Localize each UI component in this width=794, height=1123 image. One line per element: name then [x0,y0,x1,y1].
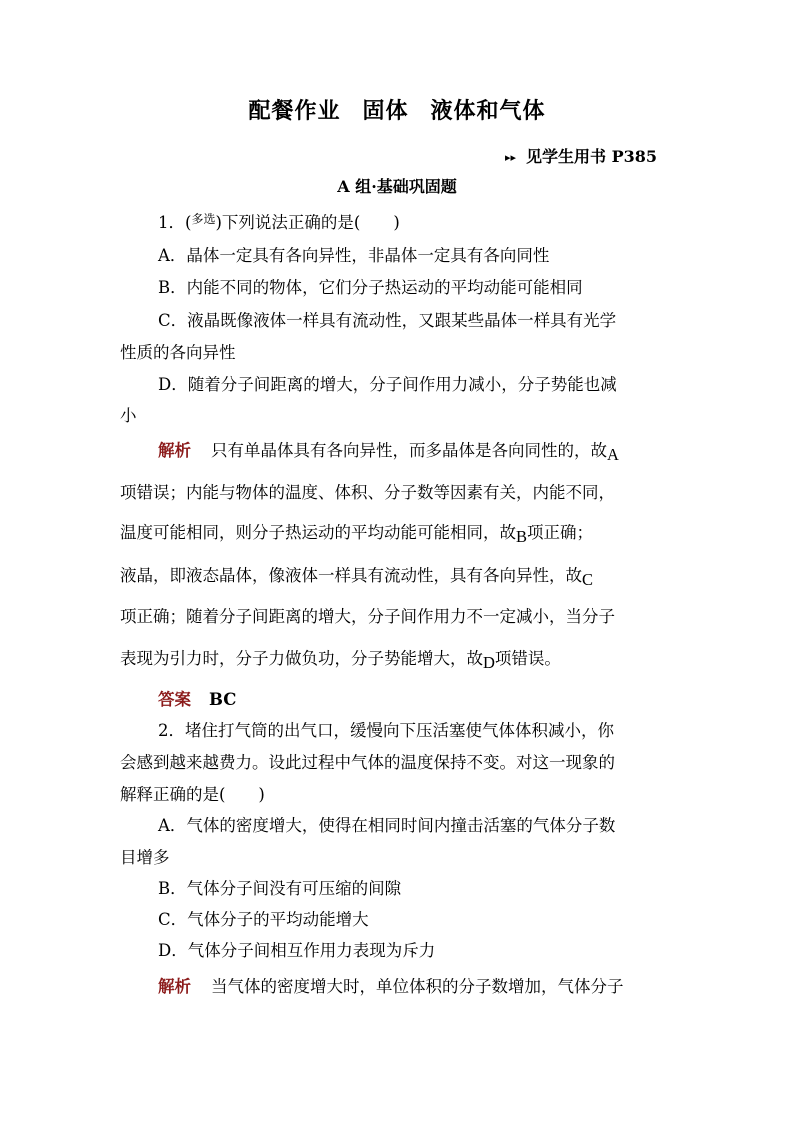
page-title [0,96,794,126]
title-part-3: 液体和气体 [430,98,546,124]
q2-option-d: D．气体分子间相互作用力表现为斥力 [158,941,436,960]
q1-answer-value: BC [209,690,237,709]
q1-analysis-line6: 表现为引力时，分子力做负功，分子势能增大，故D项错误。 [120,649,561,672]
group-heading: A 组·基础巩固题 [337,177,457,196]
title-part-2: 固体 [362,98,409,124]
book-reference [505,144,657,167]
reference-text: 见学生用书 P385 [526,147,658,166]
q1-answer [158,689,236,711]
q2-analysis-label: 解析 [158,977,191,996]
q1-analysis-line4: 液晶，即液态晶体，像液体一样具有流动性，具有各向异性，故C [120,566,594,589]
q2-stem-line1: 2．堵住打气筒的出气口，缓慢向下压活塞使气体体积减小，你 [158,721,614,740]
q1-option-c-line2: 性质的各向异性 [120,343,236,362]
q1-option-b: B．内能不同的物体，它们分子热运动的平均动能可能相同 [158,278,583,297]
q2-option-a-line1: A．气体的密度增大，使得在相同时间内撞击活塞的气体分子数 [158,816,616,835]
double-arrow-icon: ▸▸ [505,151,517,164]
q1-option-d-line1: D．随着分子间距离的增大，分子间作用力减小，分子势能也减 [158,375,617,394]
q2-analysis-line1: 解析 当气体的密度增大时，单位体积的分子数增加，气体分子 [158,977,624,996]
q2-stem-line2: 会感到越来越费力。设此过程中气体的温度保持不变。对这一现象的 [120,753,615,772]
q2-option-b: B．气体分子间没有可压缩的间隙 [158,879,402,898]
title-part-1: 配餐作业 [248,98,341,124]
q1-option-d-line2: 小 [120,406,137,425]
q1-multi-select-tag: 多选 [191,212,216,226]
q1-option-a: A．晶体一定具有各向异性，非晶体一定具有各向同性 [158,246,550,265]
q2-option-a-line2: 目增多 [120,848,170,867]
q1-analysis-line5: 项正确；随着分子间距离的增大，分子间作用力不一定减小，当分子 [120,607,615,626]
q1-analysis-line2: 项错误；内能与物体的温度、体积、分子数等因素有关，内能不同， [120,483,615,502]
q1-answer-label: 答案 [158,690,191,709]
q1-analysis-line1: 解析 只有单晶体具有各向异性，而多晶体是各向同性的，故A [158,441,619,464]
q1-analysis-label: 解析 [158,441,191,460]
q1-analysis-line3: 温度可能相同，则分子热运动的平均动能可能相同，故B项正确； [120,523,594,546]
q1-stem: 1．($^{多选}$)下列说法正确的是( ) [158,212,400,232]
q1-option-c-line1: C．液晶既像液体一样具有流动性，又跟某些晶体一样具有光学 [158,311,617,330]
q2-option-c: C．气体分子的平均动能增大 [158,910,369,929]
q2-stem-line3: 解释正确的是( ) [120,785,265,804]
